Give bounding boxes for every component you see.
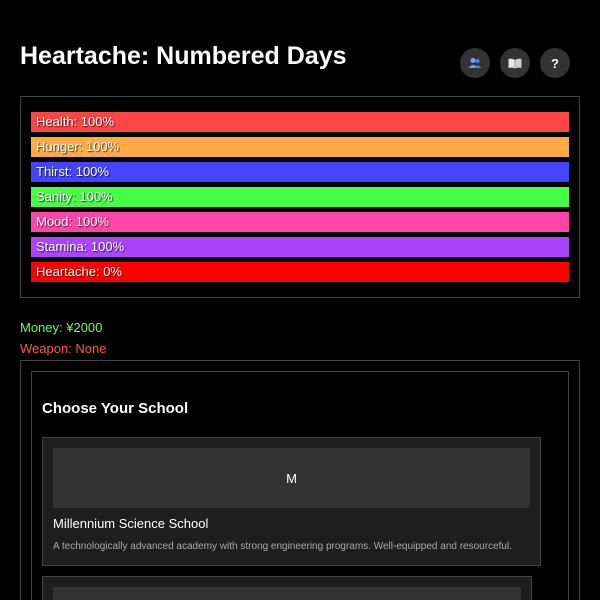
- school-description: A technologically advanced academy with strong engineering programs. Well-equipped and resourceful.: [53, 541, 512, 552]
- school-card-next[interactable]: [42, 576, 532, 600]
- stats-panel: [20, 96, 580, 298]
- game-title: Heartache: Numbered Days: [20, 42, 347, 70]
- people-button[interactable]: [460, 48, 490, 78]
- help-icon: ?: [551, 55, 559, 71]
- sanity-bar: Sanity: 100%: [31, 187, 569, 207]
- people-icon: [468, 57, 482, 69]
- book-icon: [508, 58, 522, 69]
- health-bar: Health: 100%: [31, 112, 569, 132]
- school-name: Millennium Science School: [53, 516, 209, 531]
- mood-bar: Mood: 100%: [31, 212, 569, 232]
- help-button[interactable]: [540, 48, 570, 78]
- school-card[interactable]: [42, 437, 541, 566]
- heartache-bar: Heartache: 0%: [31, 262, 569, 282]
- school-thumbnail: M: [53, 448, 530, 508]
- hunger-bar: Hunger: 100%: [31, 137, 569, 157]
- journal-button[interactable]: [500, 48, 530, 78]
- weapon-display: Weapon: None: [20, 341, 107, 356]
- money-display: Money: ¥2000: [20, 320, 103, 335]
- thirst-bar: Thirst: 100%: [31, 162, 569, 182]
- school-thumbnail-next: [53, 587, 521, 600]
- stamina-bar: Stamina: 100%: [31, 237, 569, 257]
- school-selection-heading: Choose Your School: [42, 400, 189, 417]
